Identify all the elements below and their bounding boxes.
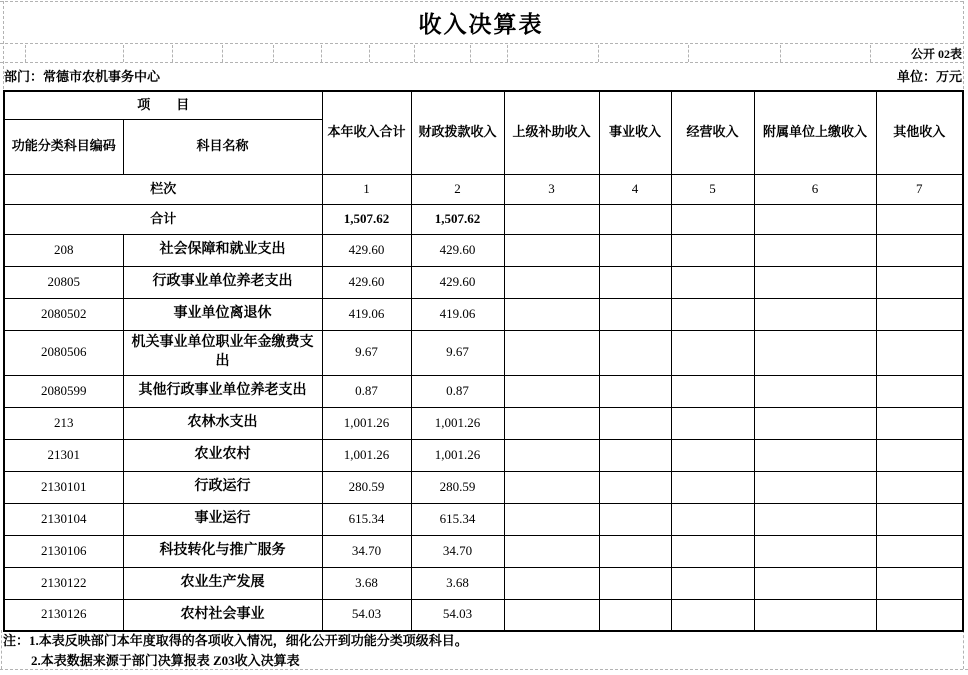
empty-cell (754, 535, 876, 567)
grid-line (123, 45, 124, 62)
empty-cell (876, 407, 963, 439)
column-index-cell: 4 (599, 174, 671, 204)
empty-cell (504, 407, 599, 439)
footnote-1: 注：1.本表反映部门本年度取得的各项收入情况，细化公开到功能分类项级科目。 (3, 633, 468, 648)
code-cell: 2130126 (4, 599, 123, 631)
empty-cell (599, 535, 671, 567)
name-column-header: 科目名称 (123, 119, 322, 174)
total-income-cell: 615.34 (322, 503, 411, 535)
subject-name-cell: 农林水支出 (123, 407, 322, 439)
column-index-row (4, 174, 963, 204)
grid-line (321, 45, 322, 62)
lanci-label-cell: 栏次 (4, 174, 322, 204)
empty-cell (876, 204, 963, 234)
empty-cell (504, 471, 599, 503)
table-row (4, 266, 963, 298)
empty-cell (504, 204, 599, 234)
column-index-cell: 2 (411, 174, 504, 204)
empty-cell (599, 330, 671, 375)
empty-cell (876, 266, 963, 298)
empty-cell (754, 204, 876, 234)
empty-cell (599, 234, 671, 266)
empty-cell (671, 407, 754, 439)
grid-line (870, 45, 871, 62)
subject-name-cell: 社会保障和就业支出 (123, 234, 322, 266)
code-cell: 2080599 (4, 375, 123, 407)
column-index-cell: 6 (754, 174, 876, 204)
empty-cell (754, 407, 876, 439)
grid-line (172, 45, 173, 62)
table-row (4, 407, 963, 439)
column-header-operating-income: 经营收入 (671, 91, 754, 174)
empty-cell (671, 375, 754, 407)
total-income-cell: 280.59 (322, 471, 411, 503)
column-header-affiliated-unit-income: 附属单位上缴收入 (754, 91, 876, 174)
grid-line (688, 45, 689, 62)
empty-cell (504, 503, 599, 535)
subject-name-cell: 事业单位离退休 (123, 298, 322, 330)
fiscal-income-cell: 34.70 (411, 535, 504, 567)
empty-cell (876, 375, 963, 407)
empty-cell (599, 599, 671, 631)
empty-cell (504, 234, 599, 266)
empty-cell (876, 298, 963, 330)
fiscal-income-cell: 429.60 (411, 266, 504, 298)
grid-line (0, 1, 963, 2)
code-cell: 2080506 (4, 330, 123, 375)
empty-cell (754, 599, 876, 631)
empty-cell (876, 599, 963, 631)
fiscal-income-cell: 419.06 (411, 298, 504, 330)
grid-line (273, 45, 274, 62)
column-header-total-income: 本年收入合计 (322, 91, 411, 174)
footnotes (3, 631, 468, 671)
grid-line (0, 62, 963, 63)
empty-cell (599, 266, 671, 298)
empty-cell (599, 567, 671, 599)
empty-cell (599, 375, 671, 407)
empty-cell (599, 298, 671, 330)
header-row-project (4, 91, 963, 119)
total-income-cell: 54.03 (322, 599, 411, 631)
code-cell: 21301 (4, 439, 123, 471)
fiscal-income-cell: 429.60 (411, 234, 504, 266)
empty-cell (504, 599, 599, 631)
empty-cell (876, 330, 963, 375)
project-header-cell: 项 目 (4, 91, 322, 119)
empty-cell (599, 439, 671, 471)
total-label-cell: 合计 (4, 204, 322, 234)
empty-cell (504, 535, 599, 567)
empty-cell (671, 266, 754, 298)
empty-cell (671, 234, 754, 266)
grid-line (507, 45, 508, 62)
fiscal-income-cell: 54.03 (411, 599, 504, 631)
fiscal-income-cell: 0.87 (411, 375, 504, 407)
total-row (4, 204, 963, 234)
fiscal-income-cell: 1,001.26 (411, 439, 504, 471)
empty-cell (876, 567, 963, 599)
empty-cell (876, 439, 963, 471)
empty-cell (876, 471, 963, 503)
subject-name-cell: 行政运行 (123, 471, 322, 503)
code-cell: 2130101 (4, 471, 123, 503)
fiscal-income-cell: 280.59 (411, 471, 504, 503)
unit-label: 单位：万元 (896, 69, 962, 84)
subject-name-cell: 农村社会事业 (123, 599, 322, 631)
total-income-cell: 34.70 (322, 535, 411, 567)
empty-cell (504, 266, 599, 298)
empty-cell (754, 330, 876, 375)
grid-line (780, 45, 781, 62)
empty-cell (599, 471, 671, 503)
empty-cell (504, 330, 599, 375)
revenue-table (3, 90, 964, 632)
code-cell: 2130104 (4, 503, 123, 535)
total-income-cell: 429.60 (322, 266, 411, 298)
total-income-cell: 9.67 (322, 330, 411, 375)
code-cell: 2080502 (4, 298, 123, 330)
empty-cell (876, 535, 963, 567)
subject-name-cell: 机关事业单位职业年金缴费支出 (123, 330, 322, 375)
empty-cell (671, 471, 754, 503)
table-row (4, 535, 963, 567)
table-row (4, 234, 963, 266)
grid-line (470, 45, 471, 62)
empty-cell (876, 503, 963, 535)
department-label: 部门：常德市农机事务中心 (4, 69, 161, 84)
empty-cell (504, 567, 599, 599)
sheet-number-label: 公开 02表 (910, 47, 962, 61)
table-row (4, 471, 963, 503)
code-column-header: 功能分类科目编码 (4, 119, 123, 174)
empty-cell (599, 407, 671, 439)
column-header-fiscal-appropriation: 财政拨款收入 (411, 91, 504, 174)
empty-cell (754, 503, 876, 535)
page-title: 收入决算表 (418, 12, 544, 37)
empty-cell (671, 503, 754, 535)
empty-cell (504, 375, 599, 407)
empty-cell (671, 298, 754, 330)
empty-cell (754, 439, 876, 471)
column-index-cell: 3 (504, 174, 599, 204)
grid-line (222, 45, 223, 62)
empty-cell (671, 330, 754, 375)
grid-line (598, 45, 599, 62)
fiscal-income-cell: 1,001.26 (411, 407, 504, 439)
column-index-cell: 5 (671, 174, 754, 204)
total-income-cell: 0.87 (322, 375, 411, 407)
grid-line (369, 45, 370, 62)
empty-cell (754, 375, 876, 407)
table-row (4, 599, 963, 631)
subject-name-cell: 行政事业单位养老支出 (123, 266, 322, 298)
empty-cell (671, 599, 754, 631)
code-cell: 213 (4, 407, 123, 439)
grid-line (963, 630, 964, 669)
subject-name-cell: 事业运行 (123, 503, 322, 535)
empty-cell (754, 266, 876, 298)
empty-cell (671, 567, 754, 599)
code-cell: 2130106 (4, 535, 123, 567)
grid-line (414, 45, 415, 62)
table-row (4, 439, 963, 471)
fiscal-income-cell: 3.68 (411, 567, 504, 599)
fiscal-income-cell: 615.34 (411, 503, 504, 535)
column-index-cell: 7 (876, 174, 963, 204)
total-income-cell: 429.60 (322, 234, 411, 266)
empty-cell (876, 234, 963, 266)
code-cell: 2130122 (4, 567, 123, 599)
code-cell: 208 (4, 234, 123, 266)
table-row (4, 330, 963, 375)
table-row (4, 375, 963, 407)
subject-name-cell: 农业农村 (123, 439, 322, 471)
grid-line (963, 1, 964, 89)
fiscal-income-cell: 9.67 (411, 330, 504, 375)
table-row (4, 503, 963, 535)
empty-cell (754, 567, 876, 599)
empty-cell (754, 471, 876, 503)
total-income-cell: 3.68 (322, 567, 411, 599)
empty-cell (671, 204, 754, 234)
column-header-business-income: 事业收入 (599, 91, 671, 174)
fiscal-income-cell: 1,507.62 (411, 204, 504, 234)
table-row (4, 567, 963, 599)
empty-cell (504, 298, 599, 330)
grid-line (1, 630, 2, 669)
subject-name-cell: 其他行政事业单位养老支出 (123, 375, 322, 407)
empty-cell (671, 535, 754, 567)
column-header-other-income: 其他收入 (876, 91, 963, 174)
empty-cell (599, 503, 671, 535)
subject-name-cell: 科技转化与推广服务 (123, 535, 322, 567)
column-header-superior-subsidy: 上级补助收入 (504, 91, 599, 174)
empty-cell (671, 439, 754, 471)
total-income-cell: 1,507.62 (322, 204, 411, 234)
total-income-cell: 1,001.26 (322, 439, 411, 471)
empty-cell (754, 298, 876, 330)
empty-cell (504, 439, 599, 471)
empty-cell (599, 204, 671, 234)
code-cell: 20805 (4, 266, 123, 298)
subject-name-cell: 农业生产发展 (123, 567, 322, 599)
total-income-cell: 1,001.26 (322, 407, 411, 439)
grid-line (25, 45, 26, 62)
table-row (4, 298, 963, 330)
empty-cell (754, 234, 876, 266)
column-index-cell: 1 (322, 174, 411, 204)
footnote-2: 2.本表数据来源于部门决算报表 Z03收入决算表 (31, 653, 300, 668)
total-income-cell: 419.06 (322, 298, 411, 330)
grid-line (0, 43, 963, 44)
